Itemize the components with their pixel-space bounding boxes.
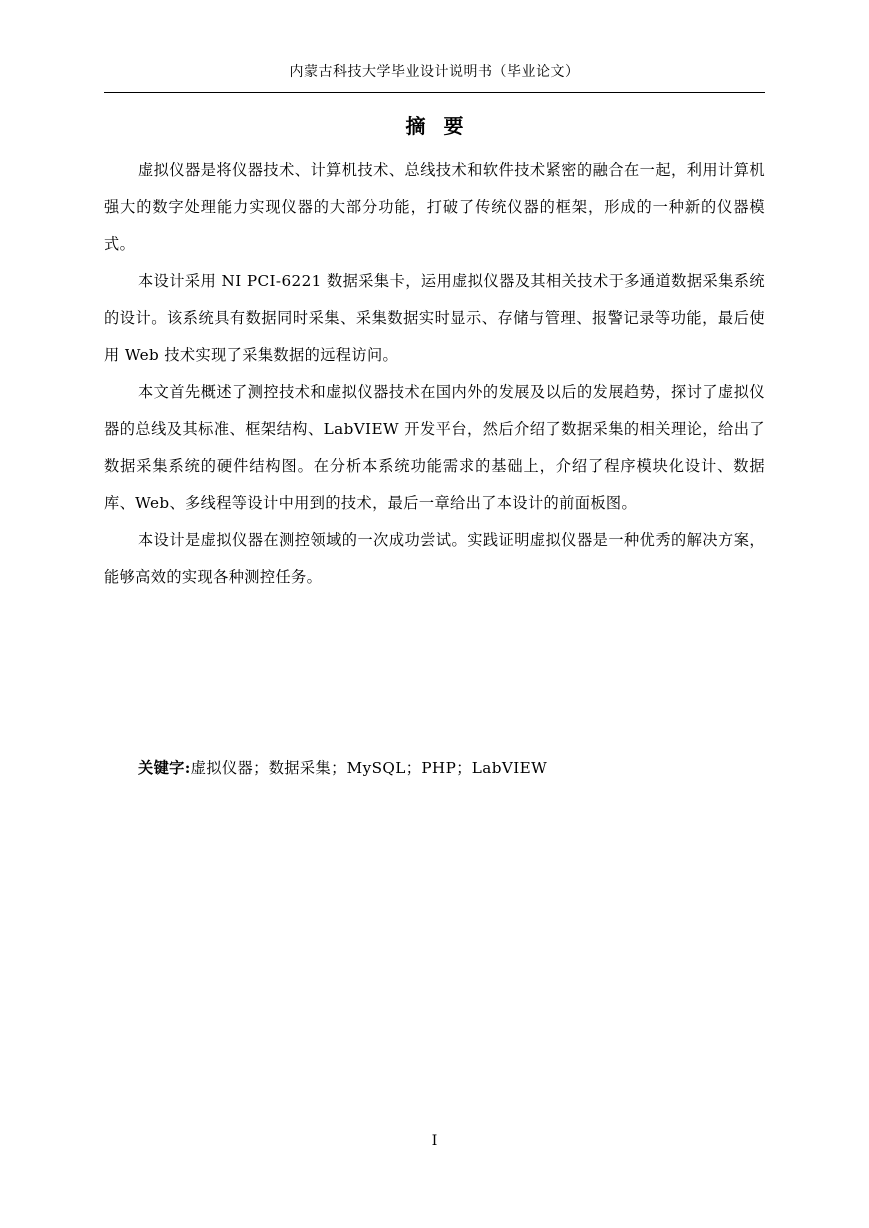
abstract-paragraph-2: 本设计采用 NI PCI-6221 数据采集卡，运用虚拟仪器及其相关技术于多通道数据采集系统的设计。该系统具有数据同时采集、采集数据实时显示、存储与管理、报警记录等功能，最后使用 Web 技术实现了采集数据的远程访问。: [104, 272, 765, 364]
abstract-body: [104, 152, 765, 596]
header-rule: [104, 92, 765, 93]
abstract-paragraph-1: 虚拟仪器是将仪器技术、计算机技术、总线技术和软件技术紧密的融合在一起，利用计算机强大的数字处理能力实现仪器的大部分功能，打破了传统仪器的框架，形成的一种新的仪器模式。: [104, 161, 765, 253]
abstract-paragraph-4: 本设计是虚拟仪器在测控领域的一次成功尝试。实践证明虚拟仪器是一种优秀的解决方案，能够高效的实现各种测控任务。: [104, 531, 765, 586]
abstract-title: 摘要: [405, 114, 482, 138]
keywords-list: 虚拟仪器；数据采集；MySQL；PHP；LabVIEW: [190, 759, 548, 777]
running-header: 内蒙古科技大学毕业设计说明书（毕业论文）: [289, 64, 580, 80]
keywords-line: [138, 754, 765, 782]
page-number: I: [431, 1133, 438, 1149]
abstract-paragraph-3: 本文首先概述了测控技术和虚拟仪器技术在国内外的发展及以后的发展趋势，探讨了虚拟仪器的总线及其标准、框架结构、LabVIEW 开发平台，然后介绍了数据采集的相关理论，给出了数据采集系统的硬件结构图。在分析本系统功能需求的基础上，介绍了程序模块化设计、数据库、Web、多线程等设计中用到的技术，最后一章给出了本设计的前面板图。: [104, 383, 765, 512]
keywords-label: 关键字:: [138, 759, 191, 777]
